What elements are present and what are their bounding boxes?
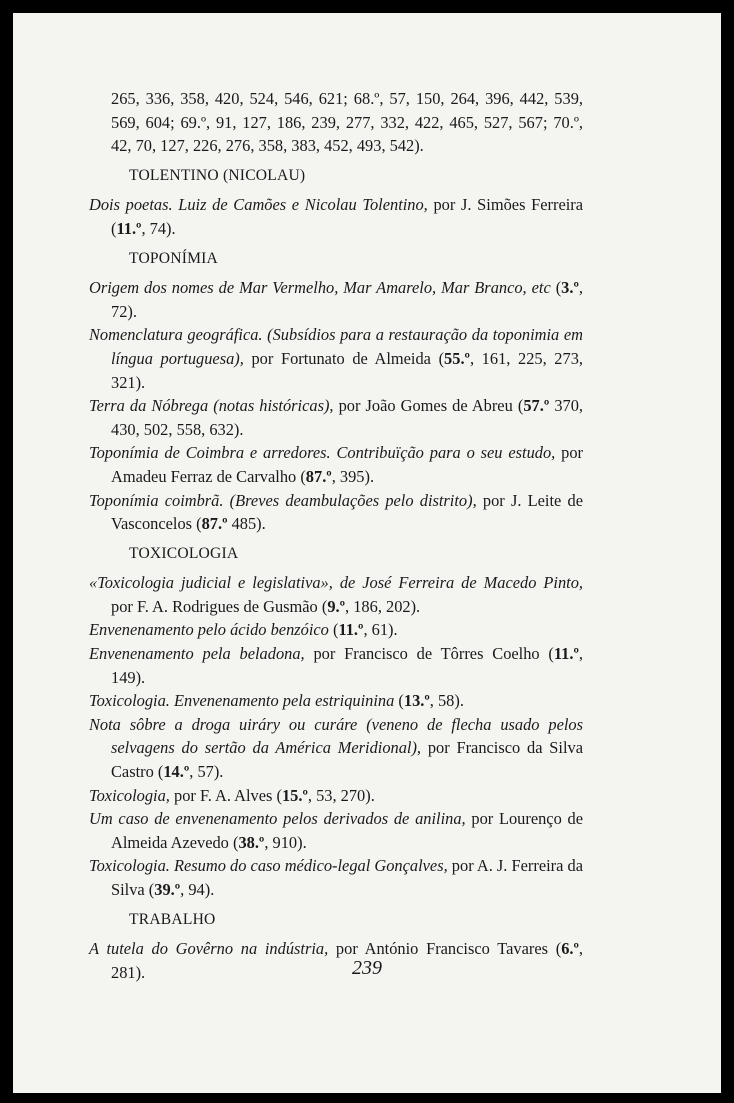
entry-volume: 6.º [561, 939, 579, 959]
index-entry [89, 689, 583, 713]
entry-volume: 13.º [403, 691, 430, 711]
section-heading: TOXICOLOGIA [129, 544, 239, 562]
entry-pages: , 281). [111, 939, 584, 982]
entry-author: por J. Simões Ferreira ( [111, 195, 584, 238]
entry-author: por Francisco da Silva Castro ( [111, 738, 583, 782]
entry-title: Toxicologia. Resumo do caso médico-legal Gonçalves, [89, 856, 448, 876]
entry-title: Um caso de envenenamento pelos derivados de anilina, [89, 809, 466, 829]
entry-volume: 3.º [561, 278, 579, 298]
entry-title: Origem dos nomes de Mar Vermelho, Mar Amarelo, Mar Branco, etc [89, 278, 551, 298]
entry-pages: , 74). [141, 218, 176, 238]
section-heading: TOLENTINO (NICOLAU) [129, 166, 306, 184]
index-content [89, 87, 583, 984]
entry-title: Nomenclatura geográfica. (Subsídios para a restauração da toponimia em língua portuguesa), [89, 325, 583, 368]
entry-pages: , 58). [429, 691, 464, 711]
entry-volume: 14.º [163, 762, 190, 782]
index-entry [89, 441, 583, 488]
entry-author: por A. J. Ferreira da Silva ( [111, 856, 583, 899]
entry-title: Terra da Nóbrega (notas históricas), [89, 396, 334, 416]
entry-volume: 39.º [154, 880, 181, 899]
entry-title: A tutela do Govêrno na indústria, [89, 939, 329, 959]
entry-title: Toxicologia, [89, 785, 170, 805]
entry-author: por Fortunato de Almeida ( [243, 348, 445, 368]
index-entry [89, 394, 583, 441]
entry-title: Toponímia coimbrã. (Breves deambulações pelo distrito), [89, 490, 477, 510]
entry-pages: , 72). [111, 278, 583, 321]
page [13, 13, 721, 1093]
index-entry [89, 489, 583, 536]
entry-author: por F. A. Rodrigues de Gusmão ( [111, 596, 328, 616]
index-entry [89, 854, 583, 901]
entry-title: Dois poetas. Luiz de Camões e Nicolau Tolentino, [89, 195, 428, 215]
index-entry [89, 323, 583, 394]
entry-pages: , 57). [189, 762, 224, 782]
entry-pages: , 149). [111, 644, 583, 687]
entry-author: por Francisco de Tôrres Coelho ( [304, 644, 554, 664]
entry-author: ( [394, 691, 404, 711]
entry-volume: 55.º [444, 348, 470, 368]
index-entry [89, 618, 583, 642]
entry-volume: 9.º [327, 596, 346, 616]
continued-references: 265, 336, 358, 420, 524, 546, 621; 68.º, 57, 150, 264, 396, 442, 539, 569, 604; 69.º, 91, 127, 186, 239, 277, 332, 422, 465, 527, 567; 70.º, 42, 70, 127, 226, 276, 358, 383, 452, 493, 542). [111, 89, 583, 156]
index-entry [89, 276, 583, 323]
page-number: 239 [352, 957, 382, 979]
entry-author: por F. A. Alves ( [169, 785, 282, 805]
index-entry [89, 713, 583, 784]
section-heading: TRABALHO [129, 910, 216, 928]
entry-pages: 370, 430, 502, 558, 632). [111, 396, 583, 439]
entry-title: Envenenamento pela beladona, [89, 644, 305, 664]
entry-title: Envenenamento pelo ácido benzóico [89, 620, 329, 640]
entry-pages: , 186, 202). [345, 596, 421, 616]
entry-pages: , 910). [264, 832, 307, 852]
entry-author: por Amadeu Ferraz de Carvalho ( [111, 443, 584, 486]
entry-title: Toponímia de Coimbra e arredores. Contribuïção para o seu estudo, [89, 443, 556, 463]
entry-volume: 15.º [281, 785, 308, 805]
entry-title: «Toxicologia judicial e legislativa», de José Ferreira de Macedo Pinto, [89, 573, 583, 593]
entry-author: por Lourenço de Almeida Azevedo ( [111, 809, 583, 852]
entry-pages: , 161, 225, 273, 321). [111, 348, 583, 392]
entry-pages: , 94). [180, 880, 215, 899]
index-entry [89, 193, 583, 240]
index-entry [89, 571, 583, 618]
section-heading: TOPONÍMIA [129, 249, 219, 267]
entry-pages: , 395). [331, 466, 375, 486]
entry-volume: 57.º [523, 396, 550, 416]
entry-author: por António Francisco Tavares ( [328, 939, 562, 959]
entry-volume: 11.º [338, 620, 364, 640]
entry-volume: 38.º [238, 832, 265, 852]
entry-pages: , 53, 270). [307, 785, 375, 805]
entry-pages: , 61). [363, 620, 398, 640]
entry-volume: 87.º [201, 514, 228, 534]
index-entry [89, 807, 583, 854]
entry-title: Nota sôbre a droga uiráry ou curáre (veneno de flecha usado pelos selvagens do sertão da América Meridional), [89, 714, 583, 758]
entry-pages: 485). [227, 514, 266, 534]
entry-volume: 11.º [116, 218, 142, 238]
entry-author: por J. Leite de Vasconcelos ( [111, 490, 583, 534]
entry-volume: 87.º [305, 466, 332, 486]
index-entry [89, 642, 583, 689]
index-entry [89, 784, 583, 808]
entry-author: ( [328, 620, 339, 640]
entry-author: ( [550, 278, 562, 298]
entry-title: Toxicologia. Envenenamento pela estriquinina [89, 691, 395, 711]
entry-volume: 11.º [553, 644, 579, 664]
entry-author: por João Gomes de Abreu ( [333, 396, 524, 416]
